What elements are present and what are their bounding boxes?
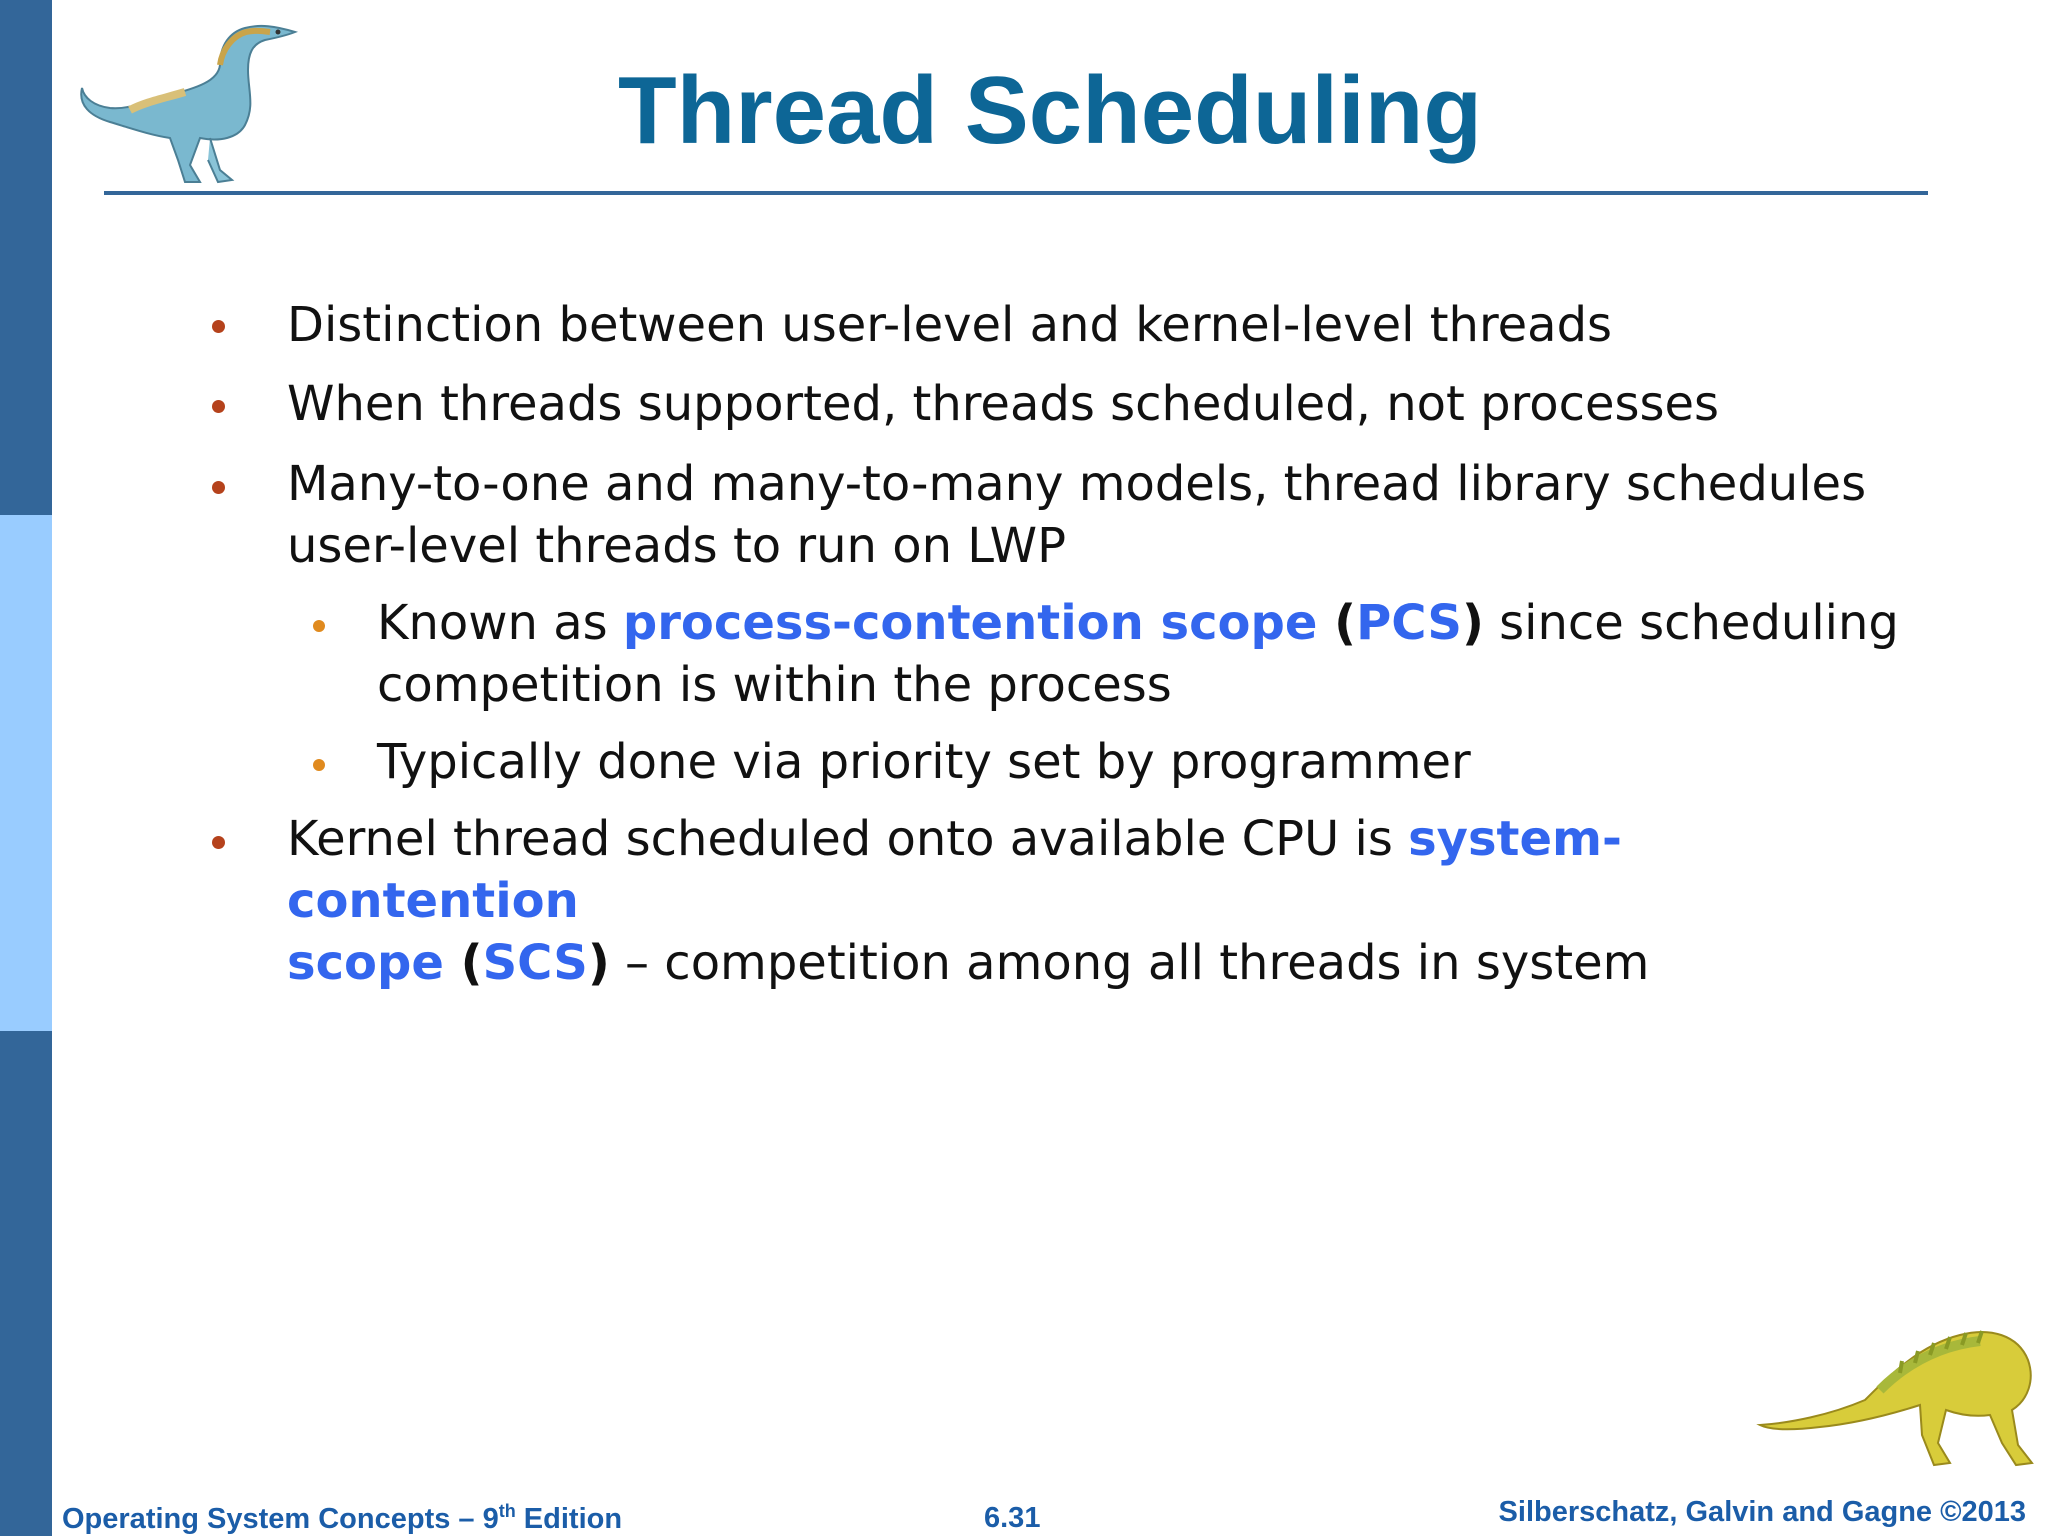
title-underline [104,191,1928,195]
text-span: Known as [377,595,623,651]
term-highlight: process-contention scope [622,595,1318,651]
text-span: – competition among all threads in system [609,935,1650,991]
footer-page-number: 6.31 [984,1502,1041,1534]
bullet-line [377,592,1917,654]
footer-book-suffix: Edition [515,1503,623,1535]
sub-bullet-text [377,592,1917,716]
paren-close: ) [587,935,610,991]
bullet-dot [212,836,225,849]
footer-authors: Silberschatz, Galvin and Gagne ©2013 [1498,1496,2026,1528]
term-highlight: scope [287,935,444,991]
bullet-text: When threads supported, threads scheduled, not processes [287,376,1720,432]
term-abbreviation: SCS [482,935,588,991]
term-highlight: system-contention [287,811,1622,929]
bullet-line [287,932,1877,994]
bullet-text: Distinction between user-level and kernel-level threads [287,297,1613,353]
term-abbreviation: PCS [1356,595,1462,651]
footer-book-superscript: th [498,1501,516,1521]
paren-open: ( [1317,595,1357,651]
text-span: since scheduling [1483,595,1899,651]
sub-bullet-dot [313,759,325,771]
footer-book-title [62,1503,622,1536]
bullet-dot [212,400,225,413]
bullet-line: user-level threads to run on LWP [287,518,1067,574]
sub-bullet-dot [313,620,325,632]
bullet-dot [212,320,225,333]
sidebar-band-middle [0,515,52,1031]
footer-book-prefix: Operating System Concepts – 9 [62,1503,499,1535]
sidebar-band-bottom [0,1031,52,1536]
paren-open: ( [443,935,483,991]
bullet-dot [212,481,225,494]
bullet-line: Many-to-one and many-to-many models, thread library schedules [287,456,1867,512]
text-span: Kernel thread scheduled onto available CPU is [287,811,1409,867]
bullet-text [287,453,1877,577]
dinosaur-logo-bottom [1750,1275,2040,1495]
slide-title: Thread Scheduling [617,57,1483,164]
sub-bullet-text: Typically done via priority set by programmer [377,734,1471,790]
paren-close: ) [1461,595,1484,651]
bullet-line [287,808,1877,932]
bullet-text [287,808,1877,994]
bullet-line: competition is within the process [377,657,1172,713]
